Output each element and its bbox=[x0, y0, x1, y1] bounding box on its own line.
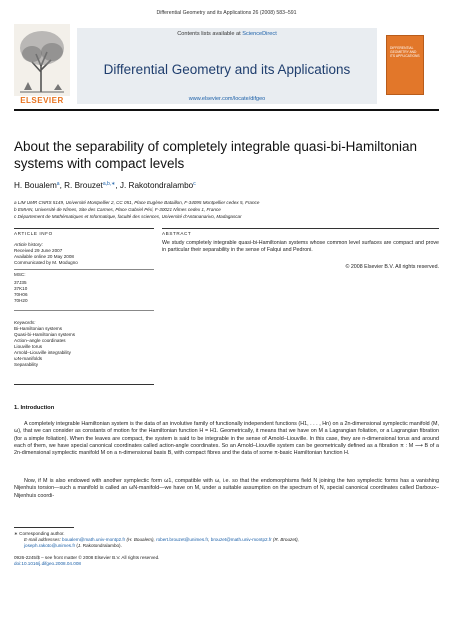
keyword: Arnold–Liouville integrability bbox=[14, 350, 71, 355]
contents-availability-line bbox=[77, 31, 377, 37]
doi-link[interactable]: doi:10.1016/j.difgeo.2008.04.008 bbox=[14, 561, 81, 566]
email-owner: (H. Boualem), bbox=[125, 537, 157, 542]
author-name: J. Rakotondralambo bbox=[119, 181, 194, 190]
keyword: ωN-manifolds bbox=[14, 356, 43, 361]
sciencedirect-link[interactable]: ScienceDirect bbox=[242, 31, 277, 37]
affiliation-b: b EMIAN, Université de Nîmes, Site des Carmes, Place Gabriel Péri, F-30021 Nîmes cedex 1, France bbox=[14, 207, 221, 212]
msc-code: 70H06 bbox=[14, 292, 28, 297]
footnote-rule bbox=[14, 527, 74, 528]
msc-code: 70H20 bbox=[14, 298, 28, 303]
article-history-label: Article history: bbox=[14, 242, 43, 247]
email-label: E-mail addresses: bbox=[24, 537, 61, 542]
author-list: H. Boualem$^a$, R. Brouzet$^{a,b,∗}$, J. Rakotondralambo$^c$ bbox=[14, 181, 196, 190]
publisher-logo-text: ELSEVIER bbox=[20, 96, 64, 105]
author-affil-link[interactable]: a bbox=[56, 181, 60, 187]
affiliation-a: a LIM UMR CNRS 5149, Université Montpellier 2, CC 051, Place Eugène Bataillon, F-34095 Montpellier cedex 5, France bbox=[14, 200, 260, 205]
cover-title-text: DIFFERENTIAL GEOMETRY AND ITS APPLICATIONS bbox=[390, 46, 420, 58]
msc-code: 37J35 bbox=[14, 280, 27, 285]
keywords-label: Keywords: bbox=[14, 320, 36, 325]
abstract-text: We study completely integrable quasi-bi-Hamiltonian systems whose common level surfaces are compact and prove in particular their separability in the sense of Falqui and Pedroni. bbox=[162, 240, 439, 253]
author-affil-link[interactable]: c bbox=[193, 181, 196, 187]
body-paragraph: A completely integrable Hamiltonian system is the data of an involutive family of functionally independent functions (H1, . . . , Hn) on a 2n-dimensional symplectic manifold (M, ω), that we can consider as constants of motion for the Hamiltonian function H = H1. Geometrically, it means that we have on M a Lagrangian foliation, or a Lagrangian fibration (for a simple foliation). When the leaves are compact, the system is said to be integrable in the sense of Arnold–Liouville. In this case, they are n-dimensional torus and around each of them, we have special canonical coordinates called action-angle coordinates. So an Arnold–Liouville system can be geometrically defined as a fibration π : M ⟶ B of a 2n-dimensional symplectic manifold M on a n-dimensional basis B, with compact fibres and the data of some π-basic Hamiltonian function H. bbox=[14, 421, 439, 457]
msc-code: 37K10 bbox=[14, 286, 28, 291]
abstract-heading: ABSTRACT bbox=[162, 231, 192, 236]
keyword: Quasi-bi-Hamiltonian systems bbox=[14, 332, 76, 337]
keyword: Liouville torus bbox=[14, 344, 43, 349]
elsevier-tree-logo bbox=[14, 24, 70, 104]
email-link[interactable]: brouzet@math.univ-montp2.fr bbox=[210, 537, 272, 542]
author-name: H. Boualem bbox=[14, 181, 57, 190]
contents-prefix: Contents lists available at bbox=[177, 31, 243, 37]
email-separator: , bbox=[208, 537, 211, 542]
journal-cover-thumbnail bbox=[386, 35, 424, 95]
header-rule bbox=[14, 109, 439, 111]
abstract-copyright: © 2008 Elsevier B.V. All rights reserved. bbox=[345, 264, 439, 270]
author-affil-link[interactable]: a,b,∗ bbox=[102, 181, 116, 187]
keyword: Action–angle coordinates bbox=[14, 338, 66, 343]
received-date: Received 29 June 2007 bbox=[14, 248, 63, 253]
keyword: Separability bbox=[14, 362, 39, 367]
section-heading: 1. Introduction bbox=[14, 405, 55, 411]
corresponding-author-note: ∗ Corresponding author. bbox=[14, 531, 65, 536]
article-info-heading: ARTICLE INFO bbox=[14, 231, 53, 236]
article-info-top-rule bbox=[14, 228, 154, 229]
affiliation-c: c Département de Mathématiques et Informatique, faculté des sciences, Université d'Antananarivo, Madagascar bbox=[14, 214, 242, 219]
email-owner: (R. Brouzet), bbox=[271, 537, 299, 542]
author-name: R. Brouzet bbox=[64, 181, 103, 190]
abstract-top-rule bbox=[162, 228, 439, 229]
journal-title: Differential Geometry and its Applications bbox=[103, 62, 351, 77]
msc-label: MSC: bbox=[14, 272, 26, 277]
keyword: Bi-Hamiltonian systems bbox=[14, 326, 62, 331]
communicated-by: Communicated by M. Modugno bbox=[14, 260, 78, 265]
issn-line: 0926-2245/$ – see front matter © 2008 Elsevier B.V. All rights reserved. bbox=[14, 555, 160, 560]
paper-title: About the separability of completely integrable quasi-bi-Hamiltonian systems with compact levels bbox=[14, 139, 417, 171]
email-owner: (J. Rakotondralambo). bbox=[75, 543, 122, 548]
running-head: Differential Geometry and its Applications 26 (2008) 583–591 bbox=[156, 10, 297, 16]
available-online-date: Available online 20 May 2008 bbox=[14, 254, 74, 259]
journal-url-link[interactable]: www.elsevier.com/locate/difgeo bbox=[188, 96, 266, 102]
body-paragraph: Now, if M is also endowed with another symplectic form ω1, compatible with ω, i.e. so that the endomorphisms field N joining the two symplectic forms has a vanishing Nijenhuis torsion—such a manifold is called an ωN-manifold—we have on M, under a suitable assumption on the spectrum of N, special canonical coordinates called Darboux–Nijenhuis coordi- bbox=[14, 478, 439, 499]
email-link[interactable]: robert.brouzet@unimes.fr bbox=[156, 537, 209, 542]
email-link[interactable]: boualem@math.univ-montp2.fr bbox=[62, 537, 126, 542]
article-info-bottom-rule bbox=[14, 384, 154, 385]
email-link[interactable]: joseph.rakoto@unimes.fr bbox=[24, 543, 76, 548]
email-footnote-continued bbox=[24, 543, 439, 549]
